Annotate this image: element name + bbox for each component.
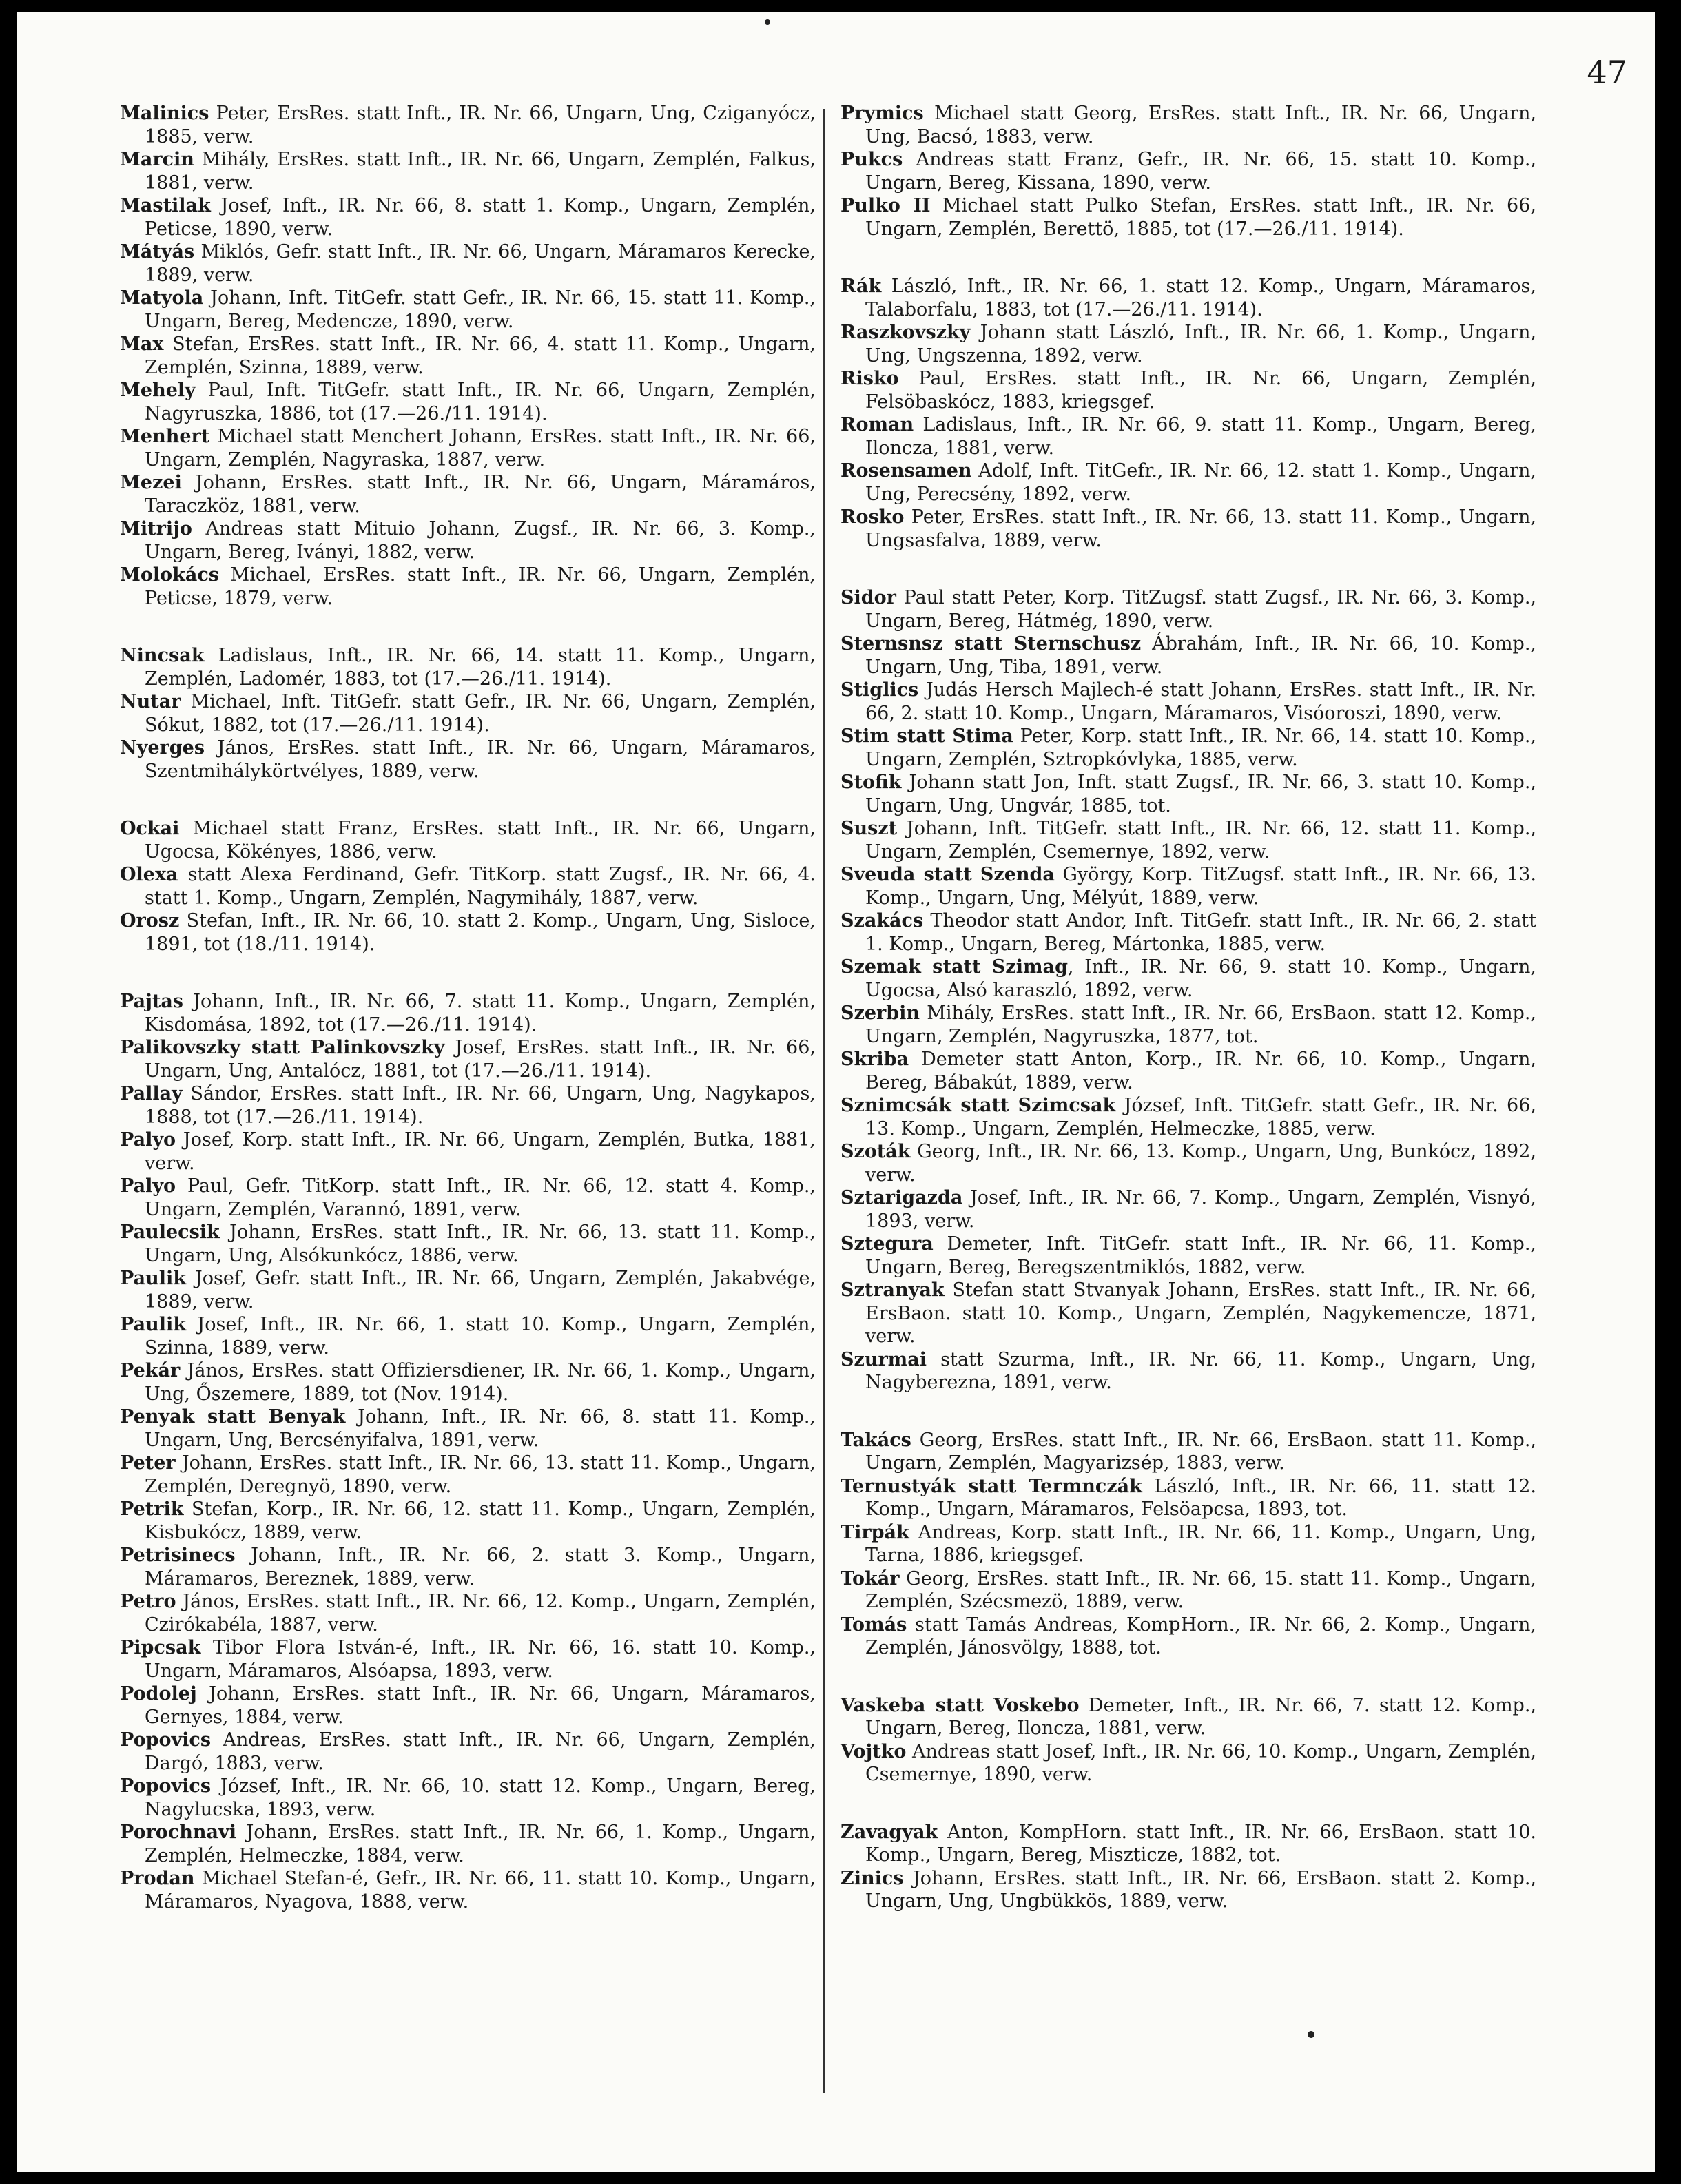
entry-details: József, Inft., IR. Nr. 66, 10. statt 12. Komp., Ungarn, Bereg, Nagylucska, 1893, verw.	[145, 1775, 816, 1820]
entry-details: Johann, ErsRes. statt Inft., IR. Nr. 66, Ungarn, Máramáros, Taraczköz, 1881, verw.	[145, 472, 816, 517]
register-entry	[120, 817, 816, 863]
entry-surname: Nutar	[120, 691, 181, 712]
register-entry	[840, 1094, 1536, 1140]
entry-details: Stefan, Korp., IR. Nr. 66, 12. statt 11. Komp., Ungarn, Zemplén, Kisbukócz, 1889, verw.	[145, 1498, 816, 1543]
section-gap	[120, 783, 816, 817]
register-entry	[840, 460, 1536, 506]
register-entry	[840, 632, 1536, 679]
entry-surname: Raszkovszky	[840, 322, 971, 343]
entry-details: Tibor Flora István-é, Inft., IR. Nr. 66, 16. statt 10. Komp., Ungarn, Máramaros, Alsóapsa, 1893, verw.	[145, 1637, 816, 1682]
register-entry	[840, 1186, 1536, 1233]
register-entry	[120, 471, 816, 517]
register-entry	[120, 1867, 816, 1913]
entry-surname: Pipcsak	[120, 1637, 201, 1658]
entry-details: Johann, Inft. TitGefr. statt Gefr., IR. Nr. 66, 15. statt 11. Komp., Ungarn, Bereg, Medencze, 1890, verw.	[145, 287, 816, 332]
register-entry	[120, 148, 816, 194]
entry-details: Johann statt Jon, Inft. statt Zugsf., IR. Nr. 66, 3. statt 10. Komp., Ungarn, Ung, Ungvár, 1885, tot.	[865, 772, 1536, 816]
register-entry	[840, 1140, 1536, 1186]
entry-surname: Ockai	[120, 818, 180, 839]
entry-details: Josef, Gefr. statt Inft., IR. Nr. 66, Ungarn, Zemplén, Jakabvége, 1889, verw.	[145, 1268, 816, 1312]
entry-surname: Sternsnsz statt Sternschusz	[840, 633, 1142, 655]
entry-details: Johann statt László, Inft., IR. Nr. 66, 1. Komp., Ungarn, Ung, Ungszenna, 1892, verw.	[865, 322, 1536, 367]
entry-surname: Sztranyak	[840, 1279, 945, 1301]
register-entry	[120, 240, 816, 287]
register-entry	[840, 1867, 1536, 1913]
entry-surname: Petrik	[120, 1498, 184, 1520]
entry-details: Paul statt Peter, Korp. TitZugsf. statt Zugsf., IR. Nr. 66, 3. Komp., Ungarn, Bereg, Hátmég, 1890, verw.	[865, 587, 1536, 632]
left-column	[120, 102, 816, 1913]
document-page	[17, 12, 1655, 2172]
section-gap	[840, 1786, 1536, 1821]
register-entry	[840, 771, 1536, 817]
entry-surname: Prodan	[120, 1868, 195, 1889]
entry-details: Peter, Korp. statt Inft., IR. Nr. 66, 14. statt 10. Komp., Ungarn, Zemplén, Sztropkóvlyka, 1885, verw.	[865, 725, 1536, 770]
register-entry	[120, 1821, 816, 1867]
entry-surname: Mátyás	[120, 241, 195, 262]
entry-details: Adolf, Inft. TitGefr., IR. Nr. 66, 12. statt 1. Komp., Ungarn, Ung, Perecsény, 1892, verw.	[865, 460, 1536, 505]
entry-details: Josef, ErsRes. statt Inft., IR. Nr. 66, Ungarn, Ung, Antalócz, 1881, tot (17.—26./11. 1914).	[145, 1037, 816, 1082]
register-entry	[120, 1775, 816, 1821]
entry-surname: Pajtas	[120, 991, 184, 1012]
register-entry	[840, 275, 1536, 321]
entry-surname: Peter	[120, 1452, 176, 1474]
entry-details: Sándor, ErsRes. statt Inft., IR. Nr. 66, Ungarn, Ung, Nagykapos, 1888, tot (17.—26./11. 1914).	[145, 1083, 816, 1128]
entry-details: Michael Stefan-é, Gefr., IR. Nr. 66, 11. statt 10. Komp., Ungarn, Máramaros, Nyagova, 1888, verw.	[145, 1868, 816, 1913]
register-entry	[840, 1614, 1536, 1660]
entry-details: Peter, ErsRes. statt Inft., IR. Nr. 66, 13. statt 11. Komp., Ungarn, Ungsasfalva, 1889, verw.	[865, 506, 1536, 551]
entry-details: Paul, ErsRes. statt Inft., IR. Nr. 66, Ungarn, Zemplén, Felsöbaskócz, 1883, kriegsgef.	[865, 368, 1536, 413]
entry-surname: Sidor	[840, 587, 896, 608]
entry-surname: Rák	[840, 276, 882, 297]
register-entry	[120, 1175, 816, 1221]
entry-surname: Prymics	[840, 103, 924, 124]
entry-details: József, Inft. TitGefr. statt Gefr., IR. Nr. 66, 13. Komp., Ungarn, Zemplén, Helmeczke, 1885, verw.	[865, 1095, 1537, 1140]
entry-details: Johann, ErsRes. statt Inft., IR. Nr. 66, 13. statt 11. Komp., Ungarn, Zemplén, Deregnyö, 1890, verw.	[145, 1452, 816, 1497]
register-entry	[120, 1267, 816, 1313]
entry-surname: Rosko	[840, 506, 905, 528]
entry-surname: Petro	[120, 1591, 176, 1612]
register-entry	[840, 1694, 1536, 1740]
entry-surname: Szerbin	[840, 1002, 920, 1024]
entry-details: statt Szurma, Inft., IR. Nr. 66, 11. Komp., Ungarn, Ung, Nagyberezna, 1891, verw.	[865, 1348, 1536, 1393]
right-column	[840, 102, 1536, 1913]
register-entry	[120, 1359, 816, 1405]
entry-surname: Marcin	[120, 149, 194, 170]
register-entry	[840, 1048, 1536, 1094]
entry-surname: Popovics	[120, 1775, 212, 1797]
entry-surname: Petrisinecs	[120, 1545, 236, 1566]
entry-details: Andreas, ErsRes. statt Inft., IR. Nr. 66, Ungarn, Zemplén, Dargó, 1883, verw.	[145, 1729, 816, 1774]
entry-details: Andreas statt Franz, Gefr., IR. Nr. 66, 15. statt 10. Komp., Ungarn, Bereg, Kissana, 1890, verw.	[865, 149, 1536, 194]
entry-details: Johann, Inft., IR. Nr. 66, 7. statt 11. Komp., Ungarn, Zemplén, Kisdomása, 1892, tot (17.—26./11. 1914).	[145, 991, 816, 1036]
register-entry	[840, 1821, 1536, 1867]
entry-surname: Penyak statt Benyak	[120, 1406, 346, 1428]
section-gap	[840, 552, 1536, 586]
entry-details: Johann, Inft. TitGefr. statt Inft., IR. Nr. 66, 12. statt 11. Komp., Ungarn, Zemplén, Csemernye, 1892, verw.	[865, 818, 1536, 863]
entry-details: János, ErsRes. statt Inft., IR. Nr. 66, Ungarn, Máramaros, Szentmihálykörtvélyes, 1889, verw.	[145, 737, 816, 782]
register-entry	[120, 517, 816, 564]
entry-details: László, Inft., IR. Nr. 66, 11. statt 12. Komp., Ungarn, Máramaros, Felsöapcsa, 1893, tot.	[865, 1475, 1536, 1520]
entry-surname: Porochnavi	[120, 1822, 236, 1843]
register-entry	[120, 1590, 816, 1636]
register-entry	[840, 1348, 1536, 1394]
entry-surname: Mehely	[120, 380, 196, 401]
entry-details: Johann, ErsRes. statt Inft., IR. Nr. 66, Ungarn, Máramaros, Gernyes, 1884, verw.	[145, 1683, 816, 1728]
register-entry	[120, 102, 816, 148]
register-entry	[120, 736, 816, 783]
entry-surname: Szakács	[840, 910, 924, 931]
register-entry	[120, 1036, 816, 1082]
entry-details: Johann, Inft., IR. Nr. 66, 8. statt 11. Komp., Ungarn, Ung, Bercsényifalva, 1891, verw.	[145, 1406, 816, 1451]
entry-surname: Max	[120, 333, 164, 355]
entry-details: Josef, Inft., IR. Nr. 66, 8. statt 1. Komp., Ungarn, Zemplén, Peticse, 1890, verw.	[145, 195, 816, 240]
entry-surname: Sznimcsák statt Szimcsak	[840, 1095, 1116, 1116]
entry-surname: Szemak statt Szimag	[840, 956, 1068, 978]
entry-details: Michael statt Georg, ErsRes. statt Inft., IR. Nr. 66, Ungarn, Ung, Bacsó, 1883, verw.	[865, 103, 1536, 147]
entry-details: Demeter statt Anton, Korp., IR. Nr. 66, 10. Komp., Ungarn, Bereg, Bábakút, 1889, verw.	[865, 1049, 1536, 1093]
register-entry	[120, 863, 816, 909]
entry-details: Michael statt Pulko Stefan, ErsRes. statt Inft., IR. Nr. 66, Ungarn, Zemplén, Berettö, 1885, tot (17.—26./11. 1914).	[865, 195, 1536, 240]
entry-surname: Palyo	[120, 1175, 176, 1197]
entry-details: György, Korp. TitZugsf. statt Inft., IR. Nr. 66, 13. Komp., Ungarn, Ung, Mélyút, 1889, verw.	[865, 864, 1536, 909]
entry-details: Georg, ErsRes. statt Inft., IR. Nr. 66, ErsBaon. statt 11. Komp., Ungarn, Zemplén, Magyarizsép, 1883, verw.	[865, 1429, 1536, 1474]
entry-surname: Mitrijo	[120, 518, 192, 539]
register-entry	[840, 1279, 1536, 1348]
entry-surname: Pekár	[120, 1360, 181, 1381]
entry-details: Mihály, ErsRes. statt Inft., IR. Nr. 66, ErsBaon. statt 12. Komp., Ungarn, Zemplén, Nagyruszka, 1877, tot.	[865, 1002, 1536, 1047]
entry-surname: Orosz	[120, 910, 180, 931]
entry-details: László, Inft., IR. Nr. 66, 1. statt 12. Komp., Ungarn, Máramaros, Talaborfalu, 1883, tot (17.—26./11. 1914).	[865, 276, 1536, 320]
entry-surname: Malinics	[120, 103, 209, 124]
entry-details: Andreas statt Josef, Inft., IR. Nr. 66, 10. Komp., Ungarn, Zemplén, Csemernye, 1890, verw.	[865, 1740, 1536, 1785]
column-divider	[823, 109, 825, 2093]
entry-details: Peter, ErsRes. statt Inft., IR. Nr. 66, Ungarn, Ung, Cziganyócz, 1885, verw.	[145, 103, 816, 147]
register-entry	[120, 287, 816, 333]
register-entry	[840, 586, 1536, 632]
entry-surname: Tomás	[840, 1614, 907, 1636]
entry-surname: Vaskeba statt Voskebo	[840, 1694, 1080, 1716]
register-entry	[840, 1233, 1536, 1279]
entry-surname: Paulik	[120, 1314, 186, 1335]
register-entry	[120, 1221, 816, 1267]
register-entry	[840, 148, 1536, 194]
register-entry	[120, 564, 816, 610]
entry-details: Paul, Inft. TitGefr. statt Inft., IR. Nr. 66, Ungarn, Zemplén, Nagyruszka, 1886, tot (17.—26./11. 1914).	[145, 380, 816, 424]
register-entry	[840, 1740, 1536, 1786]
register-entry	[120, 1498, 816, 1544]
entry-details: Andreas, Korp. statt Inft., IR. Nr. 66, 11. Komp., Ungarn, Ung, Tarna, 1886, kriegsgef.	[865, 1521, 1536, 1566]
entry-details: Georg, Inft., IR. Nr. 66, 13. Komp., Ungarn, Ung, Bunkócz, 1892, verw.	[865, 1141, 1536, 1186]
register-entry	[120, 690, 816, 736]
entry-surname: Sztegura	[840, 1233, 934, 1255]
register-entry	[120, 333, 816, 379]
entry-surname: Nincsak	[120, 645, 205, 666]
register-entry	[120, 1405, 816, 1452]
register-entry	[840, 321, 1536, 367]
entry-surname: Szoták	[840, 1141, 911, 1162]
register-entry	[840, 1567, 1536, 1614]
entry-details: Miklós, Gefr. statt Inft., IR. Nr. 66, Ungarn, Máramaros Kerecke, 1889, verw.	[145, 241, 816, 286]
entry-surname: Mastilak	[120, 195, 211, 216]
entry-details: Johann, Inft., IR. Nr. 66, 2. statt 3. Komp., Ungarn, Máramaros, Bereznek, 1889, verw.	[145, 1545, 816, 1589]
entry-surname: Roman	[840, 414, 914, 435]
entry-details: Mihály, ErsRes. statt Inft., IR. Nr. 66, Ungarn, Zemplén, Falkus, 1881, verw.	[145, 149, 816, 194]
register-entry	[840, 817, 1536, 863]
entry-surname: Risko	[840, 368, 899, 389]
entry-details: Anton, KompHorn. statt Inft., IR. Nr. 66, ErsBaon. statt 10. Komp., Ungarn, Bereg, Miszticze, 1882, tot.	[865, 1821, 1536, 1866]
entry-details: János, ErsRes. statt Offiziersdiener, IR. Nr. 66, 1. Komp., Ungarn, Ung, Őszemere, 1889, tot (Nov. 1914).	[145, 1360, 816, 1405]
entry-details: Judás Hersch Majlech-é statt Johann, ErsRes. statt Inft., IR. Nr. 66, 2. statt 10. Komp., Ungarn, Máramaros, Visóoroszi, 1890, verw.	[865, 679, 1536, 724]
entry-details: János, ErsRes. statt Inft., IR. Nr. 66, 12. Komp., Ungarn, Zemplén, Czirókabéla, 1887, verw.	[145, 1591, 816, 1636]
entry-details: Georg, ErsRes. statt Inft., IR. Nr. 66, 15. statt 11. Komp., Ungarn, Zemplén, Szécsmezö, 1889, verw.	[865, 1567, 1536, 1612]
register-entry	[840, 102, 1536, 148]
entry-details: statt Tamás Andreas, KompHorn., IR. Nr. 66, 2. Komp., Ungarn, Zemplén, Jánosvölgy, 1888, tot.	[865, 1614, 1536, 1658]
entry-surname: Stim statt Stima	[840, 725, 1013, 747]
register-entry	[120, 379, 816, 425]
section-gap	[120, 956, 816, 990]
entry-details: Johann, ErsRes. statt Inft., IR. Nr. 66, 1. Komp., Ungarn, Zemplén, Helmeczke, 1884, verw.	[145, 1822, 816, 1866]
entry-details: Michael statt Franz, ErsRes. statt Inft., IR. Nr. 66, Ungarn, Ugocsa, Kökényes, 1886, verw.	[145, 818, 816, 863]
page-number: 47	[1587, 54, 1627, 91]
register-entry	[840, 367, 1536, 413]
register-entry	[840, 1475, 1536, 1521]
register-entry	[840, 1002, 1536, 1048]
register-entry	[840, 413, 1536, 460]
entry-surname: Pulko II	[840, 195, 931, 216]
entry-surname: Zinics	[840, 1867, 904, 1889]
entry-details: Johann, ErsRes. statt Inft., IR. Nr. 66, 13. statt 11. Komp., Ungarn, Ung, Alsókunkócz, 1886, verw.	[145, 1222, 816, 1266]
entry-details: Josef, Korp. statt Inft., IR. Nr. 66, Ungarn, Zemplén, Butka, 1881, verw.	[145, 1129, 816, 1174]
section-gap	[840, 240, 1536, 275]
entry-surname: Podolej	[120, 1683, 197, 1704]
register-entry	[120, 1313, 816, 1359]
entry-surname: Olexa	[120, 864, 178, 885]
entry-details: Ladislaus, Inft., IR. Nr. 66, 9. statt 11. Komp., Ungarn, Bereg, Iloncza, 1881, verw.	[865, 414, 1536, 459]
ink-dot	[1308, 2031, 1314, 2038]
entry-surname: Suszt	[840, 818, 898, 839]
entry-surname: Sveuda statt Szenda	[840, 864, 1055, 885]
entry-details: statt Alexa Ferdinand, Gefr. TitKorp. statt Zugsf., IR. Nr. 66, 4. statt 1. Komp., Ungarn, Zemplén, Nagymihály, 1887, verw.	[145, 864, 816, 909]
entry-surname: Nyerges	[120, 737, 205, 759]
entry-surname: Zavagyak	[840, 1821, 938, 1843]
entry-surname: Tirpák	[840, 1521, 909, 1543]
section-gap	[840, 1394, 1536, 1429]
register-entry	[120, 644, 816, 690]
entry-surname: Menhert	[120, 426, 210, 447]
entry-details: Michael statt Menchert Johann, ErsRes. statt Inft., IR. Nr. 66, Ungarn, Zemplén, Nagyraska, 1887, verw.	[145, 426, 816, 471]
entry-surname: Popovics	[120, 1729, 212, 1751]
register-entry	[840, 863, 1536, 909]
register-entry	[120, 194, 816, 240]
register-entry	[120, 909, 816, 956]
entry-details: Ábrahám, Inft., IR. Nr. 66, 10. Komp., Ungarn, Ung, Tiba, 1891, verw.	[865, 633, 1536, 678]
entry-surname: Szurmai	[840, 1348, 927, 1370]
entry-details: Demeter, Inft. TitGefr. statt Inft., IR. Nr. 66, 11. Komp., Ungarn, Bereg, Beregszentmiklós, 1882, verw.	[865, 1233, 1536, 1278]
register-entry	[840, 1429, 1536, 1475]
register-entry	[840, 194, 1536, 240]
ink-dot	[765, 19, 770, 25]
entry-surname: Tokár	[840, 1567, 900, 1589]
register-entry	[120, 1082, 816, 1129]
entry-surname: Skriba	[840, 1049, 909, 1070]
entry-details: Josef, Inft., IR. Nr. 66, 1. statt 10. Komp., Ungarn, Zemplén, Szinna, 1889, verw.	[145, 1314, 816, 1359]
entry-surname: Paulecsik	[120, 1222, 220, 1243]
register-entry	[120, 1729, 816, 1775]
entry-surname: Rosensamen	[840, 460, 972, 482]
entry-details: Paul, Gefr. TitKorp. statt Inft., IR. Nr. 66, 12. statt 4. Komp., Ungarn, Zemplén, Varannó, 1891, verw.	[145, 1175, 816, 1220]
entry-details: Johann, ErsRes. statt Inft., IR. Nr. 66, ErsBaon. statt 2. Komp., Ungarn, Ung, Ungbükkös, 1889, verw.	[865, 1867, 1536, 1912]
entry-surname: Vojtko	[840, 1740, 907, 1762]
entry-surname: Palyo	[120, 1129, 176, 1151]
register-entry	[120, 990, 816, 1036]
entry-details: Michael, ErsRes. statt Inft., IR. Nr. 66, Ungarn, Zemplén, Peticse, 1879, verw.	[145, 564, 816, 609]
section-gap	[840, 1660, 1536, 1694]
register-entry	[120, 1129, 816, 1175]
entry-details: Demeter, Inft., IR. Nr. 66, 7. statt 12. Komp., Ungarn, Bereg, Ilonсza, 1881, verw.	[865, 1694, 1536, 1739]
entry-surname: Stofik	[840, 772, 902, 793]
register-entry	[120, 425, 816, 471]
entry-surname: Takács	[840, 1429, 911, 1451]
entry-details: Stefan statt Stvanyak Johann, ErsRes. statt Inft., IR. Nr. 66, ErsBaon. statt 10. Komp., Ungarn, Zemplén, Nagykemencze, 1871, verw.	[865, 1279, 1536, 1347]
register-entry	[120, 1544, 816, 1590]
entry-surname: Pallay	[120, 1083, 183, 1104]
entry-details: Stefan, ErsRes. statt Inft., IR. Nr. 66, 4. statt 11. Komp., Ungarn, Zemplén, Szinna, 1889, verw.	[145, 333, 816, 378]
entry-surname: Paulik	[120, 1268, 186, 1289]
entry-details: Stefan, Inft., IR. Nr. 66, 10. statt 2. Komp., Ungarn, Ung, Sisloce, 1891, tot (18./11. 1914).	[145, 910, 816, 955]
register-entry	[840, 725, 1536, 771]
entry-details: Andreas statt Mituio Johann, Zugsf., IR. Nr. 66, 3. Komp., Ungarn, Bereg, Iványi, 1882, verw.	[145, 518, 816, 563]
register-entry	[840, 909, 1536, 956]
entry-surname: Ternustyák statt Termnczák	[840, 1475, 1142, 1497]
register-entry	[120, 1682, 816, 1729]
register-entry	[840, 506, 1536, 552]
register-entry	[120, 1452, 816, 1498]
entry-surname: Pukcs	[840, 149, 903, 170]
register-entry	[120, 1636, 816, 1682]
entry-details: Ladislaus, Inft., IR. Nr. 66, 14. statt 11. Komp., Ungarn, Zemplén, Ladomér, 1883, tot (17.—26./11. 1914).	[145, 645, 816, 690]
entry-surname: Palikovszky statt Palinkovszky	[120, 1037, 445, 1058]
entry-details: Michael, Inft. TitGefr. statt Gefr., IR. Nr. 66, Ungarn, Zemplén, Sókut, 1882, tot (17.—26./11. 1914).	[145, 691, 816, 736]
entry-surname: Mezei	[120, 472, 182, 493]
register-entry	[840, 679, 1536, 725]
entry-surname: Matyola	[120, 287, 204, 309]
register-entry	[840, 1521, 1536, 1567]
section-gap	[120, 610, 816, 644]
entry-surname: Sztarigazda	[840, 1187, 963, 1208]
entry-details: Josef, Inft., IR. Nr. 66, 7. Komp., Ungarn, Zemplén, Visnyó, 1893, verw.	[865, 1187, 1536, 1232]
register-entry	[840, 956, 1536, 1002]
entry-details: Theodor statt Andor, Inft. TitGefr. statt Inft., IR. Nr. 66, 2. statt 1. Komp., Ungarn, Bereg, Mártonka, 1885, verw.	[865, 910, 1536, 955]
entry-surname: Stiglics	[840, 679, 919, 701]
entry-details: , Inft., IR. Nr. 66, 9. statt 10. Komp., Ungarn, Ugocsa, Alsó karaszló, 1892, verw.	[865, 956, 1536, 1001]
entry-surname: Molokács	[120, 564, 220, 586]
